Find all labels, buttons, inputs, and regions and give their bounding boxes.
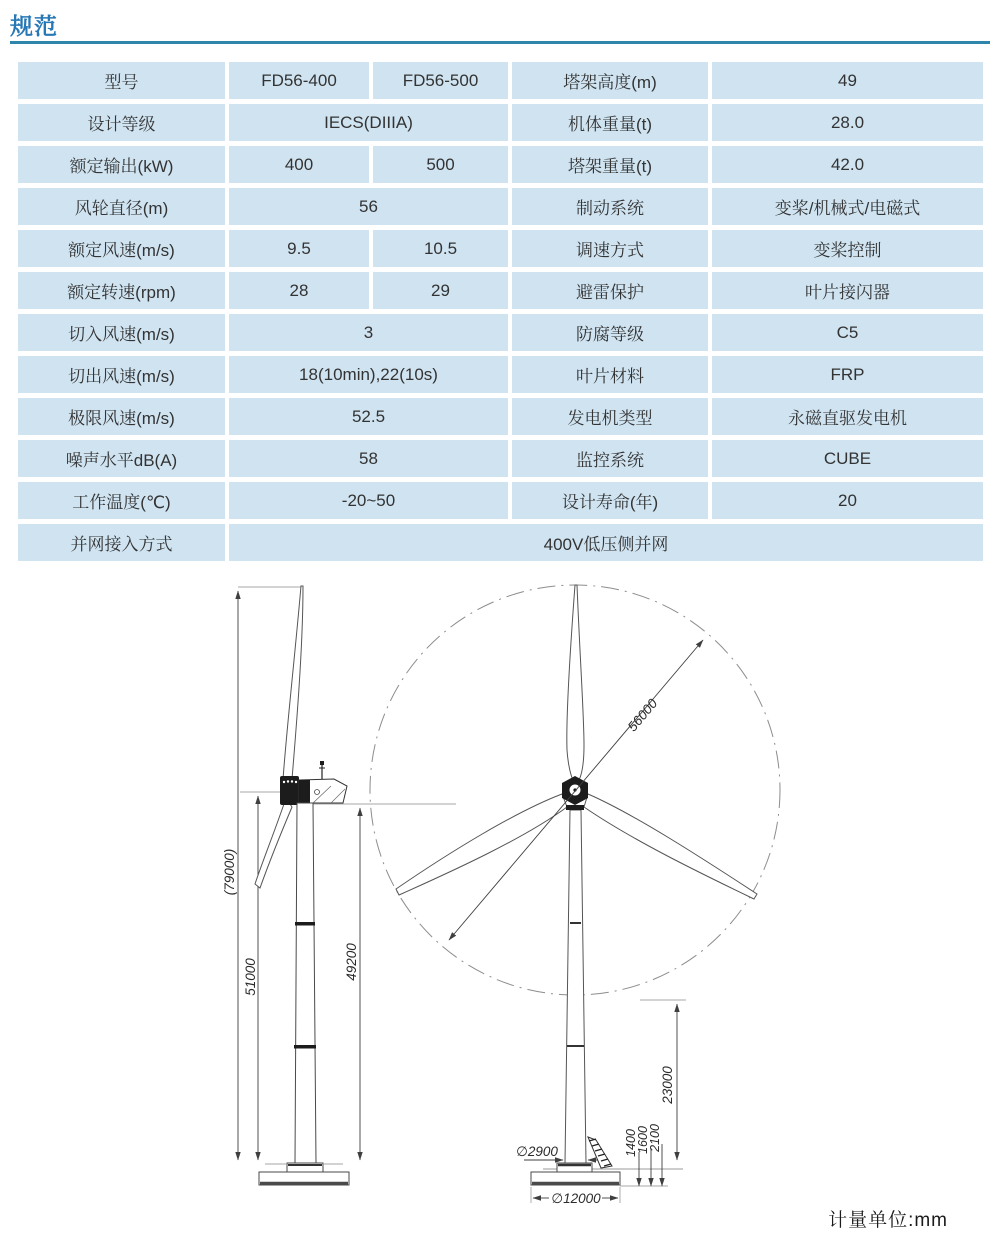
title-rule: [10, 41, 990, 44]
table-row: [18, 62, 983, 99]
spec-value-cell: -20~50: [229, 482, 508, 519]
dim-tower-height: 49200: [344, 943, 359, 981]
spec-label-cell: 避雷保护: [512, 272, 708, 309]
spec-label-cell: 额定风速(m/s): [18, 230, 225, 267]
spec-value-cell: 49: [712, 62, 983, 99]
front-view: [370, 585, 780, 1206]
dim-overall-height: (79000): [222, 848, 237, 896]
table-row: [18, 272, 983, 309]
spec-label-cell: 设计等级: [18, 104, 225, 141]
spec-value-cell: 9.5: [229, 230, 369, 267]
spec-label-cell: 机体重量(t): [512, 104, 708, 141]
spec-label-cell: 型号: [18, 62, 225, 99]
spec-label-cell: 叶片材料: [512, 356, 708, 393]
spec-value-cell: 52.5: [229, 398, 508, 435]
table-row: [18, 314, 983, 351]
spec-label-cell: 切出风速(m/s): [18, 356, 225, 393]
spec-value-cell: CUBE: [712, 440, 983, 477]
spec-label-cell: 额定输出(kW): [18, 146, 225, 183]
table-row: [18, 524, 983, 561]
spec-value-cell: FD56-500: [373, 62, 508, 99]
spec-value-cell: 400V低压侧并网: [229, 524, 983, 561]
spec-value-cell: 变桨控制: [712, 230, 983, 267]
spec-value-cell: IECS(DIIIA): [229, 104, 508, 141]
spec-label-cell: 额定转速(rpm): [18, 272, 225, 309]
dim-foundation-h3: 2100: [648, 1124, 662, 1152]
spec-value-cell: 28.0: [712, 104, 983, 141]
spec-label-cell: 噪声水平dB(A): [18, 440, 225, 477]
dim-rotor-diameter: 56000: [624, 695, 661, 735]
table-row: [18, 440, 983, 477]
spec-table-body: [18, 62, 983, 561]
table-row: [18, 356, 983, 393]
spec-label-cell: 制动系统: [512, 188, 708, 225]
spec-value-cell: 28: [229, 272, 369, 309]
dim-hub-height: 51000: [243, 958, 258, 996]
turbine-drawing: [0, 560, 1000, 1253]
dim-foundation-h1: 1400: [624, 1129, 638, 1157]
spec-value-cell: 叶片接闪器: [712, 272, 983, 309]
table-row: [18, 188, 983, 225]
page-title: 规范: [10, 13, 58, 39]
spec-value-cell: FRP: [712, 356, 983, 393]
spec-value-cell: 18(10min),22(10s): [229, 356, 508, 393]
spec-value-cell: 400: [229, 146, 369, 183]
spec-value-cell: 20: [712, 482, 983, 519]
dim-tower-base-dia: ∅2900: [516, 1144, 558, 1159]
spec-label-cell: 发电机类型: [512, 398, 708, 435]
table-row: [18, 104, 983, 141]
dim-foundation-h2: 1600: [636, 1126, 650, 1154]
dim-foundation-dia: ∅12000: [551, 1191, 601, 1206]
dim-lower-section: 23000: [660, 1066, 675, 1104]
spec-value-cell: 58: [229, 440, 508, 477]
spec-value-cell: 变桨/机械式/电磁式: [712, 188, 983, 225]
spec-value-cell: 10.5: [373, 230, 508, 267]
spec-label-cell: 风轮直径(m): [18, 188, 225, 225]
table-row: [18, 146, 983, 183]
spec-label-cell: 工作温度(℃): [18, 482, 225, 519]
spec-value-cell: 500: [373, 146, 508, 183]
spec-label-cell: 调速方式: [512, 230, 708, 267]
spec-value-cell: 56: [229, 188, 508, 225]
spec-value-cell: FD56-400: [229, 62, 369, 99]
spec-label-cell: 极限风速(m/s): [18, 398, 225, 435]
table-row: [18, 230, 983, 267]
table-row: [18, 398, 983, 435]
spec-value-cell: 永磁直驱发电机: [712, 398, 983, 435]
spec-value-cell: 42.0: [712, 146, 983, 183]
spec-label-cell: 防腐等级: [512, 314, 708, 351]
spec-label-cell: 并网接入方式: [18, 524, 225, 561]
spec-value-cell: 3: [229, 314, 508, 351]
spec-table: [14, 57, 987, 566]
spec-label-cell: 切入风速(m/s): [18, 314, 225, 351]
spec-value-cell: 29: [373, 272, 508, 309]
spec-value-cell: C5: [712, 314, 983, 351]
spec-label-cell: 塔架重量(t): [512, 146, 708, 183]
unit-note: 计量单位:mm: [828, 1210, 948, 1231]
spec-label-cell: 监控系统: [512, 440, 708, 477]
spec-label-cell: 塔架高度(m): [512, 62, 708, 99]
spec-label-cell: 设计寿命(年): [512, 482, 708, 519]
table-row: [18, 482, 983, 519]
